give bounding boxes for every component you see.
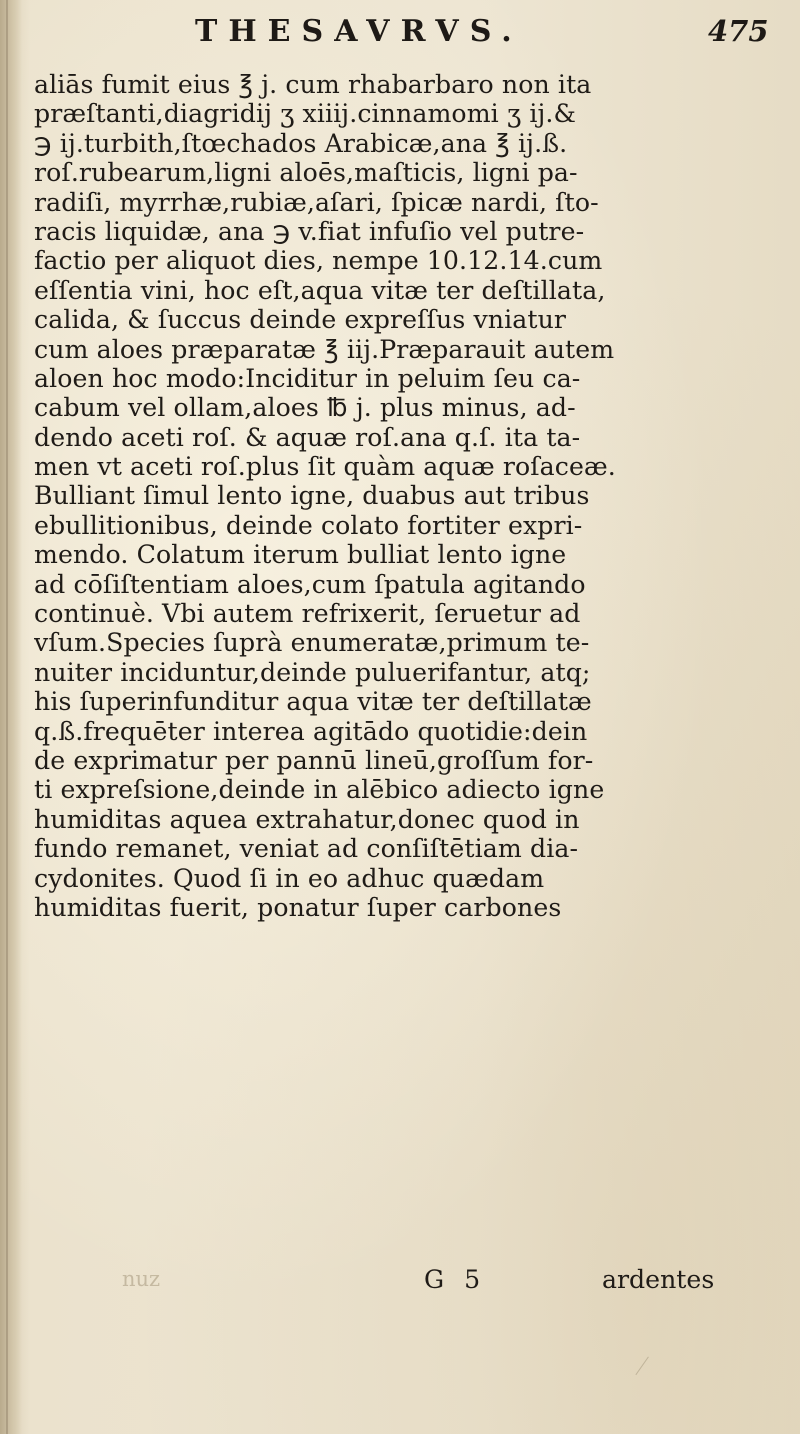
gutter-shadow-line (6, 0, 8, 1434)
text-line: eſſentia vini, hoc eſt,aqua vitæ ter deſtillata, (34, 275, 606, 305)
text-line: de exprimatur per pannū lineū,groſſum for- (34, 745, 594, 775)
text-line: humiditas fuerit, ponatur ſuper carbones (34, 892, 562, 922)
catchword: ardentes (602, 1265, 715, 1294)
text-line: radiſi, myrrhæ,rubiæ,aſari, ſpicæ nardi, ſto- (34, 187, 599, 217)
text-line: ad cōſiſtentiam aloes,cum ſpatula agitando (34, 569, 586, 599)
page-number: 475 (708, 14, 769, 48)
text-line: men vt aceti roſ.plus ſit quàm aquæ roſaceæ. (34, 452, 616, 482)
text-line: roſ.rubearum,ligni aloēs,maſticis, ligni pa- (34, 158, 578, 188)
text-line: vſum.Species ſuprà enumeratæ,primum te- (34, 628, 590, 658)
text-line: ti expreſsione,deinde in alēbico adiecto igne (34, 775, 605, 805)
text-line: his ſuperinfunditur aqua vitæ ter deſtillatæ (34, 687, 592, 717)
text-line: mendo. Colatum iterum bulliat lento igne (34, 540, 567, 570)
text-line: calida, & ſuccus deinde expreſſus vniatur (34, 305, 567, 335)
text-line: racis liquidæ, ana ℈ v.fiat infuſio vel putre- (34, 216, 585, 246)
text-line: ebullitionibus, deinde colato fortiter expri- (34, 510, 583, 540)
text-line: continuè. Vbi autem refrixerit, ſeruetur ad (34, 599, 581, 629)
text-line: aloen hoc modo:Inciditur in peluim ſeu ca- (34, 363, 581, 393)
text-line: præſtanti,diagridij ʒ xiiij.cinnamomi ʒ ij.& (34, 99, 577, 129)
text-line: aliās fumit eius ℥ j. cum rhabarbaro non ita (34, 70, 592, 99)
text-line: cabum vel ollam,aloes ℔ j. plus minus, ad- (34, 393, 576, 423)
text-line: fundo remanet, veniat ad conſiſtētiam dia- (34, 834, 579, 864)
text-line: nuiter inciduntur,deinde puluerifantur, atq; (34, 657, 591, 687)
text-line: cydonites. Quod ſi in eo adhuc quædam (34, 863, 545, 893)
text-line: q.ß.frequēter interea agitādo quotidie:dein (34, 716, 588, 746)
text-line: cum aloes præparatæ ℥ iij.Præparauit autem (34, 334, 615, 364)
text-line: dendo aceti roſ. & aquæ roſ.ana q.ſ. ita ta- (34, 422, 581, 452)
footer-line (34, 1265, 774, 1299)
show-through-text: nuz (122, 1267, 161, 1291)
text-line: Bulliant ſimul lento igne, duabus aut tribus (34, 481, 590, 511)
text-line: factio per aliquot dies, nempe 10.12.14.cum (34, 246, 603, 276)
text-line: humiditas aquea extrahatur,donec quod in (34, 804, 580, 834)
paper-mark (635, 1357, 663, 1386)
binding-gutter (0, 0, 22, 1434)
body-text (34, 70, 774, 922)
text-line: ℈ ij.turbith,ſtœchados Arabicæ,ana ℥ ij.ß. (34, 128, 568, 158)
signature-mark: G 5 (424, 1265, 487, 1294)
running-title: THESAVRVS. (195, 14, 523, 49)
